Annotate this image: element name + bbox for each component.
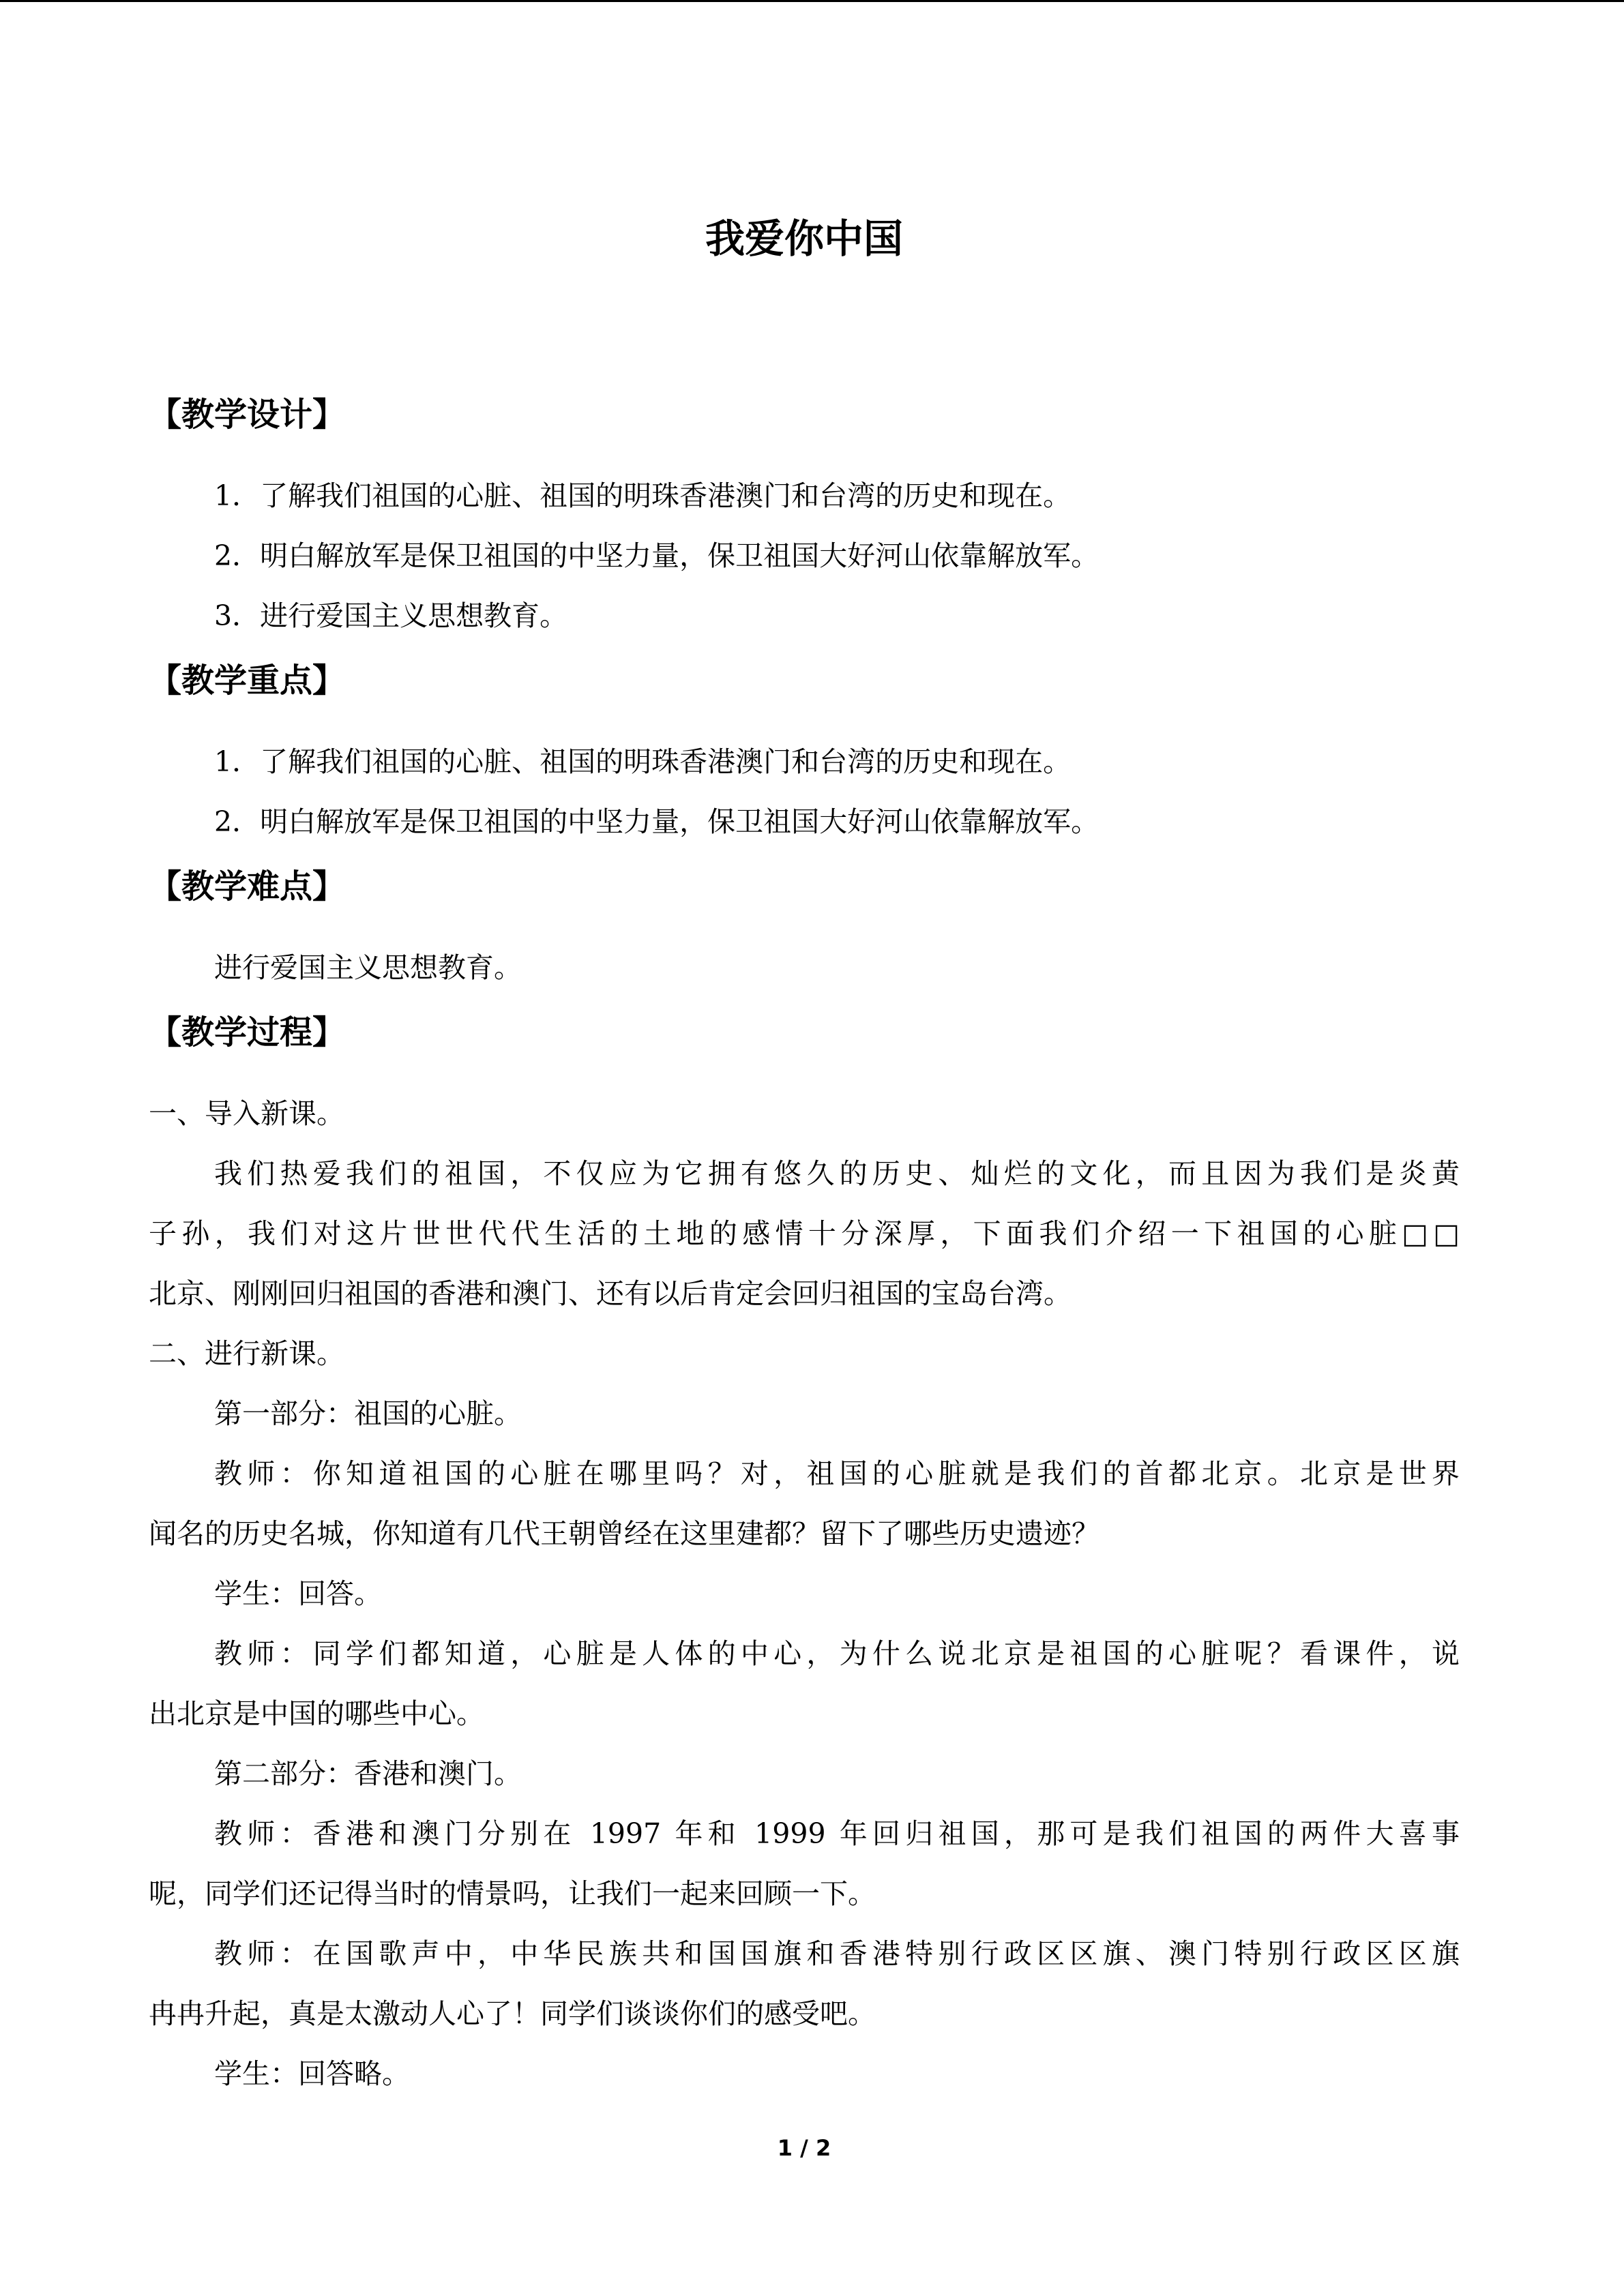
process-line-11: 出北京是中国的哪些中心。 [149,1697,484,1730]
section-heading-process: 【教学过程】 [149,1013,346,1052]
process-line-3: 子孙，我们对这片世世代代生活的土地的感情十分深厚，下面我们介绍一下祖国的心脏□□ [149,1217,1460,1250]
difficulty-item-1: 进行爱国主义思想教育。 [214,951,522,984]
process-line-15: 教师：在国歌声中，中华民族共和国国旗和香港特别行政区区旗、澳门特别行政区区旗 [214,1937,1460,1970]
section-heading-key-points: 【教学重点】 [149,661,346,700]
process-line-16: 冉冉升起，真是太激动人心了！同学们谈谈你们的感受吧。 [149,1997,876,2030]
design-item-2: 2．明白解放军是保卫祖国的中坚力量，保卫祖国大好河山依靠解放军。 [214,539,1099,572]
design-item-3: 3．进行爱国主义思想教育。 [214,599,568,632]
process-line-6: 第一部分：祖国的心脏。 [214,1397,522,1430]
process-line-14: 呢，同学们还记得当时的情景吗，让我们一起来回顾一下。 [149,1877,876,1910]
process-line-5: 二、进行新课。 [149,1337,344,1370]
page-title: 我爱你中国 [705,215,903,262]
process-line-12: 第二部分：香港和澳门。 [214,1757,522,1790]
process-line-4: 北京、刚刚回归祖国的香港和澳门、还有以后肯定会回归祖国的宝岛台湾。 [149,1277,1072,1310]
design-item-1: 1．了解我们祖国的心脏、祖国的明珠香港澳门和台湾的历史和现在。 [214,479,1072,512]
process-line-1: 一、导入新课。 [149,1097,344,1130]
top-border-rule [0,0,1624,2]
process-line-10: 教师：同学们都知道，心脏是人体的中心，为什么说北京是祖国的心脏呢？看课件，说 [214,1637,1460,1670]
process-line-9: 学生：回答。 [214,1577,382,1610]
section-heading-difficulties: 【教学难点】 [149,867,346,906]
section-heading-design: 【教学设计】 [149,396,346,434]
process-line-17: 学生：回答略。 [214,2057,410,2090]
page-number: 1 / 2 [777,2135,831,2161]
process-line-2: 我们热爱我们的祖国，不仅应为它拥有悠久的历史、灿烂的文化，而且因为我们是炎黄 [214,1157,1460,1190]
process-line-7: 教师：你知道祖国的心脏在哪里吗？对，祖国的心脏就是我们的首都北京。北京是世界 [214,1457,1460,1490]
key-point-item-2: 2．明白解放军是保卫祖国的中坚力量，保卫祖国大好河山依靠解放军。 [214,805,1099,838]
process-line-13: 教师：香港和澳门分别在 1997 年和 1999 年回归祖国，那可是我们祖国的两件大喜事 [214,1817,1460,1850]
key-point-item-1: 1．了解我们祖国的心脏、祖国的明珠香港澳门和台湾的历史和现在。 [214,745,1072,778]
process-line-8: 闻名的历史名城，你知道有几代王朝曾经在这里建都？留下了哪些历史遗迹？ [149,1517,1099,1550]
